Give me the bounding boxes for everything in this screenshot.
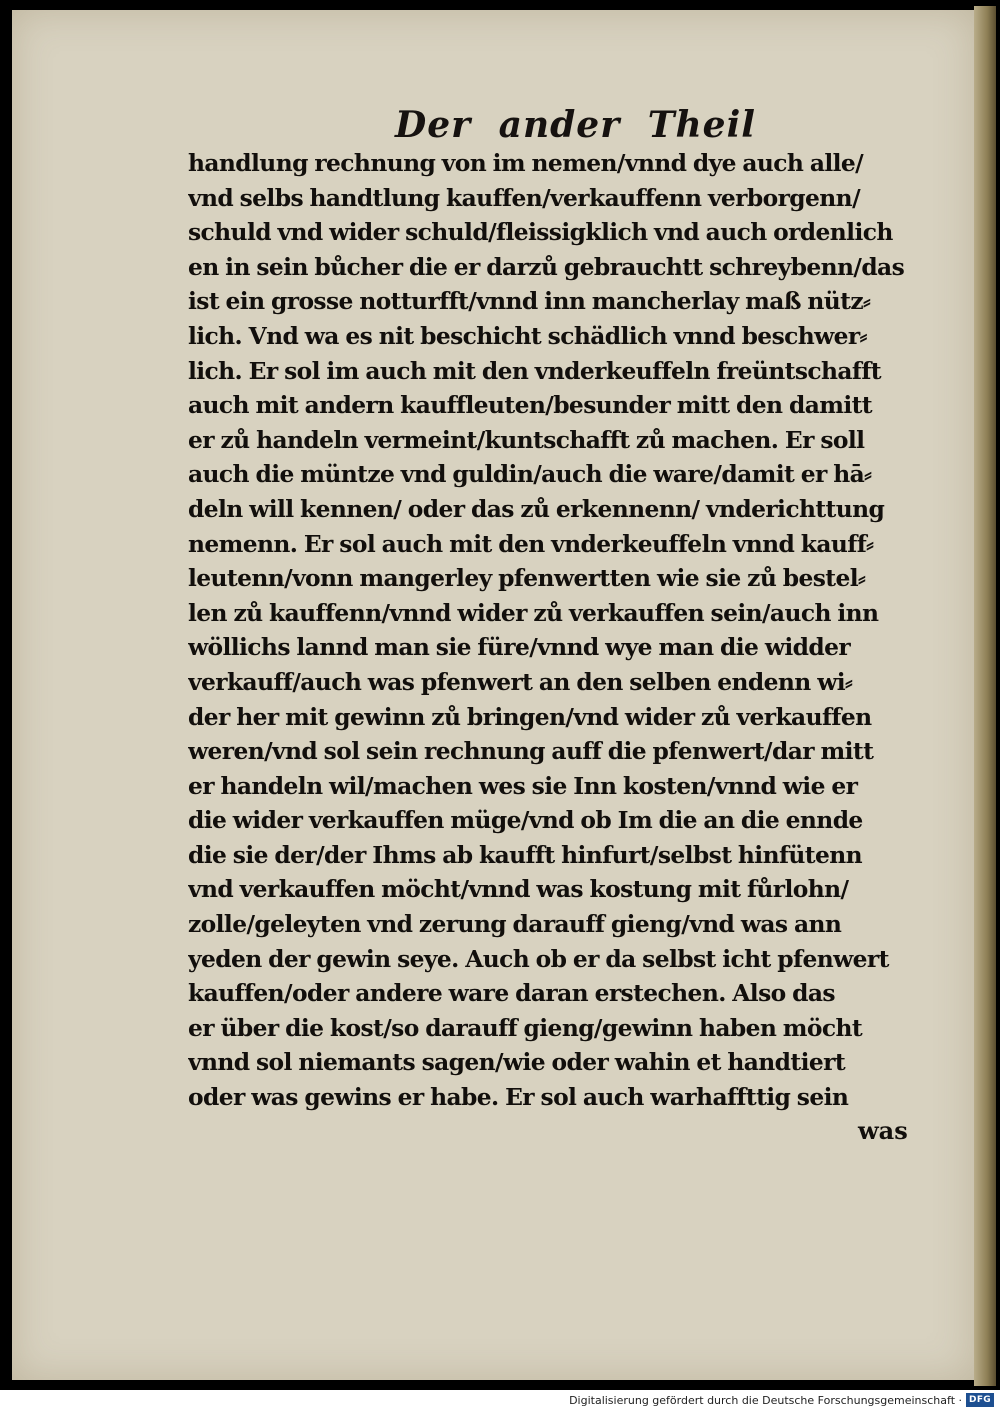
text-line: zolle/geleyten vnd zerung darauff gieng/vnd was ann xyxy=(188,910,842,939)
text-line: leutenn/vonn mangerley pfenwertten wie sie zů bestel⸗ xyxy=(188,564,866,593)
catchword: was xyxy=(858,1116,908,1145)
text-line: er über die kost/so darauff gieng/gewinn haben möcht xyxy=(188,1013,863,1042)
text-line: lich. Er sol im auch mit den vnderkeuffeln freüntschafft xyxy=(188,356,882,385)
text-line: deln will kennen/ oder das zů erkennenn/ vnderichttung xyxy=(188,494,885,523)
text-line: lich. Vnd wa es nit beschicht schädlich vnnd beschwer⸗ xyxy=(188,321,867,350)
text-line: vnd selbs handtlung kauffen/verkauffenn verborgenn/ xyxy=(188,183,860,212)
page-edge xyxy=(974,6,996,1386)
text-line: oder was gewins er habe. Er sol auch warhaffttig sein xyxy=(188,1083,849,1112)
text-line: verkauff/auch was pfenwert an den selben endenn wi⸗ xyxy=(188,667,853,696)
text-line: kauffen/oder andere ware daran erstechen. Also das xyxy=(188,979,835,1008)
text-line: die sie der/der Ihms ab kaufft hinfurt/selbst hinfütenn xyxy=(188,840,863,869)
text-line: handlung rechnung von im nemen/vnnd dye auch alle/ xyxy=(188,149,864,177)
text-line: der her mit gewinn zů bringen/vnd wider zů verkauffen xyxy=(188,702,872,731)
text-line: die wider verkauffen müge/vnd ob Im die an die ennde xyxy=(188,806,863,835)
text-line: auch mit andern kauffleuten/besunder mitt den damitt xyxy=(188,391,872,420)
text-line: yeden der gewin seye. Auch ob er da selbst icht pfenwert xyxy=(188,944,889,973)
running-head: Der ander Theil xyxy=(395,104,756,146)
body-text xyxy=(188,146,928,1115)
text-line: auch die müntze vnd guldin/auch die ware/damit er hā⸗ xyxy=(188,460,872,489)
text-line: er handeln wil/machen wes sie Inn kosten/vnnd wie er xyxy=(188,771,858,800)
footer-bar xyxy=(0,1390,1000,1411)
text-line: schuld vnd wider schuld/fleissigklich vnd auch ordenlich xyxy=(188,218,893,247)
text-line: nemenn. Er sol auch mit den vnderkeuffeln vnnd kauff⸗ xyxy=(188,529,874,558)
text-line: len zů kauffenn/vnnd wider zů verkauffen sein/auch inn xyxy=(188,598,879,627)
text-line: vnnd sol niemants sagen/wie oder wahin et handtiert xyxy=(188,1048,846,1077)
text-line: ist ein grosse notturfft/vnnd inn mancherlay maß nütz⸗ xyxy=(188,287,871,316)
dfg-logo: DFG xyxy=(966,1393,994,1407)
text-line: vnd verkauffen möcht/vnnd was kostung mit fůrlohn/ xyxy=(188,875,849,904)
text-line: wöllichs lannd man sie füre/vnnd wye man die widder xyxy=(188,633,851,662)
text-line: weren/vnd sol sein rechnung auff die pfenwert/dar mitt xyxy=(188,737,874,766)
text-line: en in sein bůcher die er darzů gebrauchtt schreybenn/das xyxy=(188,252,905,281)
funding-credit: Digitalisierung gefördert durch die Deutsche Forschungsgemeinschaft · xyxy=(569,1394,962,1407)
text-line: er zů handeln vermeint/kuntschafft zů machen. Er soll xyxy=(188,425,865,454)
